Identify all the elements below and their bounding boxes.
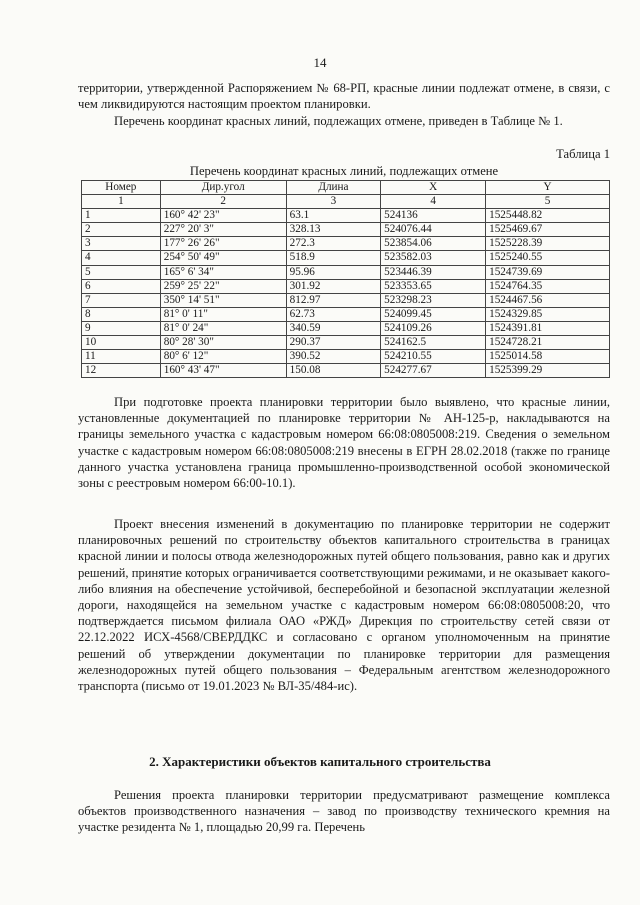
cell-angle: 81° 0' 24" — [160, 321, 286, 335]
cell-length: 328.13 — [286, 223, 380, 237]
cell-x: 523446.39 — [381, 265, 486, 279]
cell-x: 523298.23 — [381, 293, 486, 307]
table-row — [82, 251, 610, 265]
cell-x: 524277.67 — [381, 364, 486, 378]
cell-x: 523854.06 — [381, 237, 486, 251]
cell-angle: 254° 50' 49" — [160, 251, 286, 265]
cell-y: 1524467.56 — [486, 293, 610, 307]
cell-angle: 80° 6' 12" — [160, 350, 286, 364]
table-header-row — [82, 181, 610, 195]
cell-y: 1524391.81 — [486, 321, 610, 335]
cell-y: 1524329.85 — [486, 307, 610, 321]
cell-length: 95.96 — [286, 265, 380, 279]
cell-number: 7 — [82, 293, 161, 307]
table-row — [82, 279, 610, 293]
cell-number: 8 — [82, 307, 161, 321]
cell-length: 390.52 — [286, 350, 380, 364]
cell-x: 523353.65 — [381, 279, 486, 293]
table-column-numbers-row — [82, 195, 610, 209]
cell-length: 63.1 — [286, 209, 380, 223]
paragraph-cadastral-overlap: При подготовке проекта планировки территории было выявлено, что красные линии, установленные документацией по планировке территории № АН-125-р, накладываются на границы земельного участка с кадастровым номером 66:08:0805008:219. Сведения о земельном участке с кадастровым номером 66:08:0805008:219 внесены в ЕГРН 28.02.2018 (также по границе данного участка установлена граница промышленно-производственной особой экономической зоны с реестровым номером 66:00-10.1). — [78, 395, 610, 491]
column-number: 4 — [381, 195, 486, 209]
cell-length: 340.59 — [286, 321, 380, 335]
column-number: 3 — [286, 195, 380, 209]
cell-number: 12 — [82, 364, 161, 378]
cell-angle: 227° 20' 3" — [160, 223, 286, 237]
cell-angle: 350° 14' 51" — [160, 293, 286, 307]
cell-y: 1525448.82 — [486, 209, 610, 223]
cell-x: 524076.44 — [381, 223, 486, 237]
table-label: Таблица 1 — [556, 147, 610, 161]
cell-y: 1525228.39 — [486, 237, 610, 251]
column-number: 2 — [160, 195, 286, 209]
table-row — [82, 350, 610, 364]
cell-length: 272.3 — [286, 237, 380, 251]
cell-x: 523582.03 — [381, 251, 486, 265]
column-number: 1 — [82, 195, 161, 209]
cell-number: 9 — [82, 321, 161, 335]
coordinates-table — [81, 180, 610, 378]
cell-x: 524162.5 — [381, 336, 486, 350]
cell-angle: 165° 6' 34" — [160, 265, 286, 279]
cell-x: 524109.26 — [381, 321, 486, 335]
paragraph-project-changes: Проект внесения изменений в документацию по планировке территории не содержит планировочных решений по строительству объектов капитального строительства в границах красной линии и полосы отвода железнодорожных путей общего пользования, равно как и других решений, принятие которых ограничивается соответствующими режимами, и не оказывает какого-либо влияния на обеспечение устойчивой, бесперебойной и безопасной эксплуатации железной дороги, находящейся на земельном участке с кадастровым номером 66:08:0805008:20, что подтверждается письмом филиала ОАО «РЖД» Дирекция по строительству сетей связи от 22.12.2022 ИСХ-4568/СВЕРДДКС и согласовано с органом уполномоченным на принятие решений об утверждении документации по планировке территории для размещения железнодорожных путей общего пользования – Федеральным агентством железнодорожного транспорта (письмо от 19.01.2023 № ВЛ-35/484-ис). — [78, 517, 610, 694]
table-row — [82, 336, 610, 350]
cell-y: 1525014.58 — [486, 350, 610, 364]
header-length: Длина — [286, 181, 380, 195]
cell-angle: 259° 25' 22" — [160, 279, 286, 293]
cell-y: 1525240.55 — [486, 251, 610, 265]
paragraph-table-reference: Перечень координат красных линий, подлежащих отмене, приведен в Таблице № 1. — [114, 114, 563, 128]
cell-length: 150.08 — [286, 364, 380, 378]
cell-length: 812.97 — [286, 293, 380, 307]
table-row — [82, 307, 610, 321]
cell-number: 3 — [82, 237, 161, 251]
cell-y: 1524739.69 — [486, 265, 610, 279]
cell-angle: 80° 28' 30" — [160, 336, 286, 350]
paragraph-red-lines-cancel: территории, утвержденной Распоряжением № 68-РП, красные линии подлежат отмене, в связи, с чем ликвидируются настоящим проектом планировки. — [78, 81, 610, 112]
cell-number: 4 — [82, 251, 161, 265]
cell-number: 10 — [82, 336, 161, 350]
cell-y: 1525399.29 — [486, 364, 610, 378]
cell-length: 301.92 — [286, 279, 380, 293]
table-title: Перечень координат красных линий, подлежащих отмене — [189, 164, 499, 178]
header-x: X — [381, 181, 486, 195]
header-y: Y — [486, 181, 610, 195]
table-row — [82, 364, 610, 378]
cell-angle: 160° 43' 47" — [160, 364, 286, 378]
cell-length: 62.73 — [286, 307, 380, 321]
cell-y: 1525469.67 — [486, 223, 610, 237]
table-row — [82, 209, 610, 223]
cell-x: 524099.45 — [381, 307, 486, 321]
cell-number: 2 — [82, 223, 161, 237]
table-row — [82, 223, 610, 237]
section-heading: 2. Характеристики объектов капитального строительства — [149, 754, 491, 769]
cell-x: 524136 — [381, 209, 486, 223]
cell-angle: 177° 26' 26" — [160, 237, 286, 251]
table-row — [82, 265, 610, 279]
cell-number: 11 — [82, 350, 161, 364]
header-number: Номер — [82, 181, 161, 195]
cell-number: 6 — [82, 279, 161, 293]
table-row — [82, 321, 610, 335]
cell-y: 1524764.35 — [486, 279, 610, 293]
cell-length: 290.37 — [286, 336, 380, 350]
cell-angle: 160° 42' 23" — [160, 209, 286, 223]
cell-angle: 81° 0' 11" — [160, 307, 286, 321]
page-number: 14 — [313, 55, 327, 70]
cell-length: 518.9 — [286, 251, 380, 265]
table-row — [82, 237, 610, 251]
table-row — [82, 293, 610, 307]
column-number: 5 — [486, 195, 610, 209]
header-direction-angle: Дир.угол — [160, 181, 286, 195]
cell-y: 1524728.21 — [486, 336, 610, 350]
cell-x: 524210.55 — [381, 350, 486, 364]
cell-number: 5 — [82, 265, 161, 279]
paragraph-planning-decisions: Решения проекта планировки территории предусматривают размещение комплекса объектов производственного назначения – завод по производству технического кремния на участке резидента № 1, площадью 20,99 га. Перечень — [78, 788, 610, 835]
cell-number: 1 — [82, 209, 161, 223]
